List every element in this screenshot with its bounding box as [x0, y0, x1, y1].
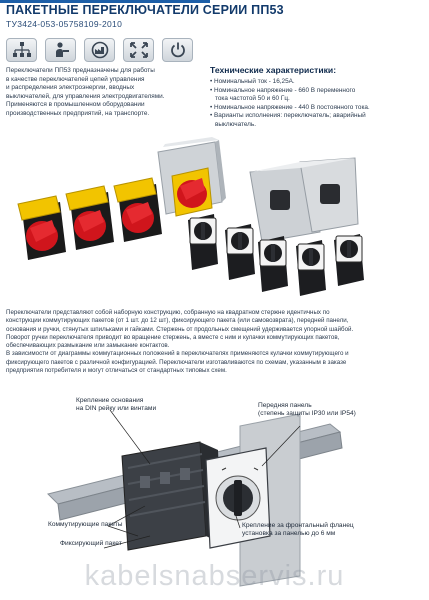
power-icon	[162, 38, 193, 62]
callout-base	[76, 397, 156, 414]
spec-item: • Номинальный ток - 16,25А.	[210, 78, 295, 85]
operator-icon	[45, 38, 76, 62]
body-line: предприятия потребителя и могут отличаться от стандартных типовых схем.	[6, 367, 227, 375]
description-line: Переключатели ПП53 предназначены для работы	[6, 67, 155, 74]
body-line: Переключатели представляют собой наборную конструкцию, собранную на квадратном стержне идентичных по	[6, 309, 330, 316]
description-line: производственных предприятий, на транспорте.	[6, 109, 150, 117]
description	[6, 67, 206, 119]
callout-mount-line: установка за панелью до 6 мм	[242, 530, 336, 538]
callout-base-line: Крепление основания	[76, 397, 144, 404]
body-line: Поворот ручки переключателя приводит во вращение стержень, а вместе с ним и кулачки коммутирующих пакетов,	[6, 333, 340, 341]
callout-fix: Фиксирующий пакет	[60, 540, 122, 547]
feature-icons	[6, 38, 193, 62]
body-line: фиксирующего пакетов с различной конфигурацией. Переключатели изготавливаются по схемам, указанным в заказе	[6, 358, 347, 366]
enclosure-large	[250, 158, 358, 242]
callout-panel	[258, 402, 356, 419]
red-switch-2	[66, 186, 114, 250]
spec-item: выключатель.	[215, 120, 257, 128]
red-switch-3	[114, 178, 162, 242]
spec-item: • Номинальное напряжение - 440 В постоянного тока.	[210, 103, 370, 111]
spec-item: • Варианты исполнения: переключатель; аварийный	[210, 112, 366, 120]
callout-mount	[242, 522, 354, 539]
specs-title: Технические характеристики:	[210, 65, 337, 75]
body-line: обеспечивающих размыкание или замыкание контактов.	[6, 342, 170, 350]
spec-item: • Номинальное напряжение - 660 В переменного	[210, 86, 356, 94]
body-line: В зависимости от диаграммы коммутационных положений в переключателях применяются кулачки коммутирующего и	[6, 350, 349, 358]
network-icon	[6, 38, 37, 62]
page-title: ПАКЕТНЫЕ ПЕРЕКЛЮЧАТЕЛИ СЕРИИ ПП53	[6, 3, 284, 17]
header	[0, 0, 429, 34]
callout-panel-line: (степень защиты IP30 или IP54)	[258, 410, 356, 418]
spec-item: тока частотой 50 и 60 Гц.	[215, 95, 290, 103]
callout-mount-line: Крепление за фронтальный фланец	[242, 522, 354, 529]
product-photo	[0, 132, 429, 307]
page-subtitle: ТУ3424-053-05758109-2010	[6, 19, 123, 29]
callout-panel-line: Передняя панель	[258, 402, 312, 409]
arrows-icon	[123, 38, 154, 62]
callout-base-line: на DIN рейку или винтами	[76, 405, 157, 413]
body-line: конструкции коммутирующих пакетов (от 1 шт. до 12 шт), фиксирующего пакета (или самовозврата), передней панели,	[6, 317, 349, 325]
black-switch-1	[188, 214, 218, 270]
industry-icon	[84, 38, 115, 62]
black-switch-4	[296, 240, 326, 296]
body-line: основания и ручки, стянутых шпильками и гайками. Стержень от продольных смещений удерживается упорной шайбой.	[6, 325, 354, 333]
black-switch-2	[225, 224, 255, 280]
description-line: выключателей, для управления электродвигателями.	[6, 92, 165, 100]
watermark: kabelsnabservis.ru	[84, 560, 345, 592]
description-line: Применяются в промышленном оборудовании	[6, 101, 145, 109]
body-text	[6, 309, 424, 375]
description-line: и распределения электроэнергии, вводных	[6, 84, 135, 92]
red-switch-1	[18, 196, 66, 260]
specs-block	[210, 65, 422, 130]
black-switch-3	[258, 236, 288, 292]
red-switch-4	[172, 168, 212, 216]
black-switch-5	[334, 234, 364, 286]
description-line: в качестве переключателей цепей управления	[6, 75, 145, 83]
callout-packs: Коммутирующие пакеты	[48, 521, 123, 528]
